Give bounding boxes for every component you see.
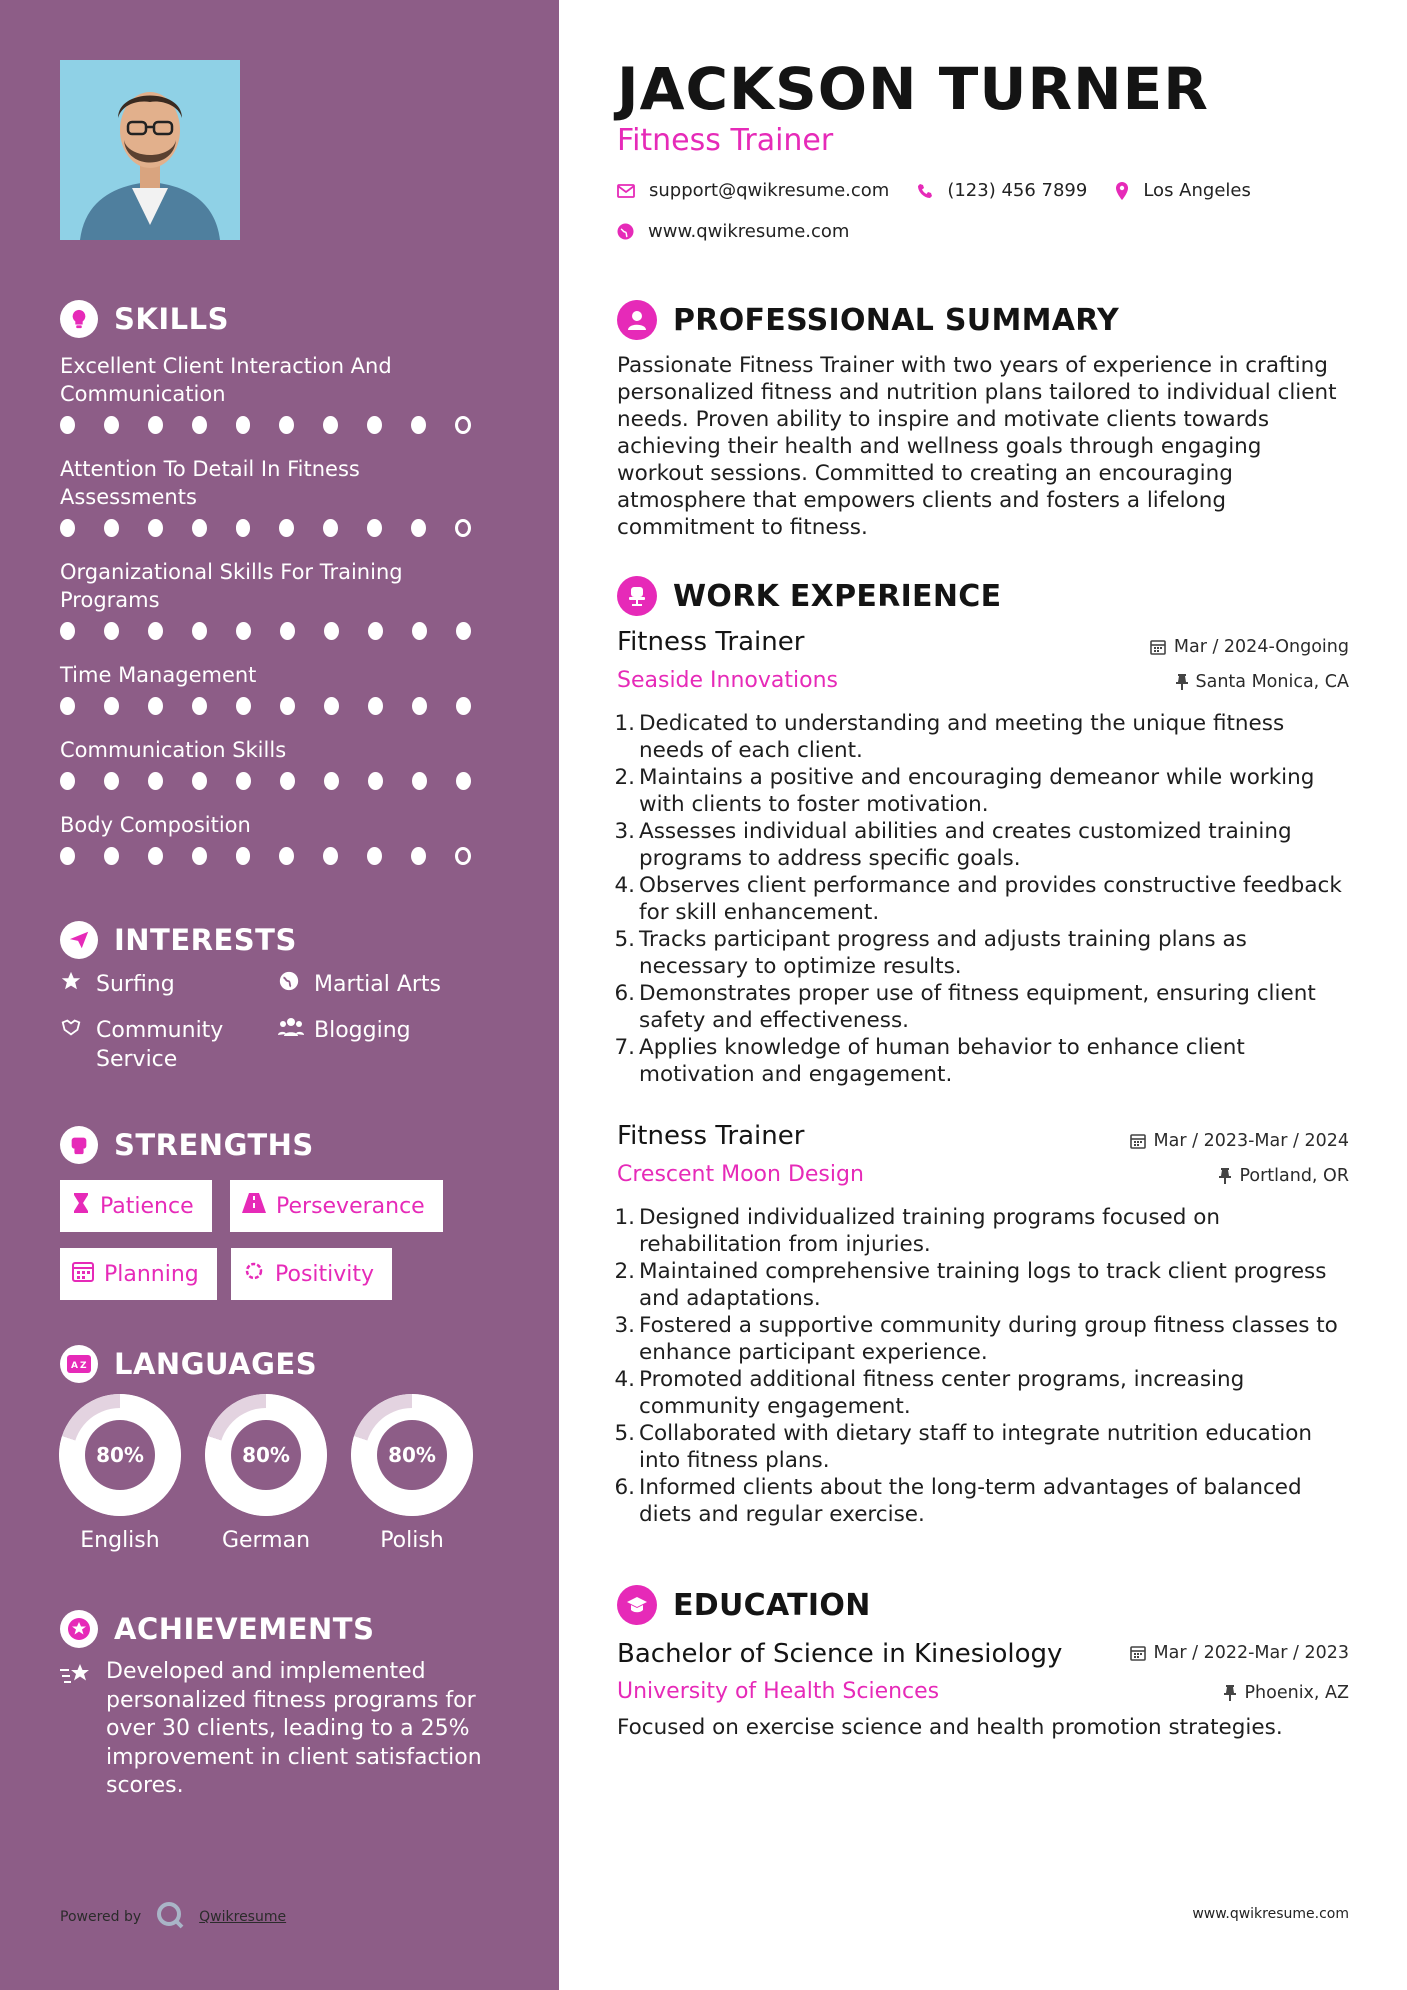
rating-dot-filled [104,622,119,640]
qwikresume-logo-icon [155,1900,185,1934]
languages-title: LANGUAGES [114,1347,318,1381]
strength-badge [230,1180,443,1232]
language-item [351,1394,473,1553]
chair-icon [617,576,657,616]
summary-text: Passionate Fitness Trainer with two years of experience in crafting personalized fitness and nutrition plans tailored to individual client needs. Proven ability to inspire and motivate clients towards achieving their health and wellness goals through engaging workout sessions. Committed to creating an encouraging atmosphere that empowers clients and fosters a lifelong commitment to fitness. [617,353,1337,540]
rating-dot-filled [367,416,382,434]
rating-dot-filled [368,697,383,715]
language-item [59,1394,181,1553]
skill-name: Time Management [60,663,257,687]
rating-dot-filled [148,416,163,434]
rating-dot-filled [236,622,251,640]
interest-item [278,970,441,1000]
achievement-item [60,1658,500,1801]
education-location-text: Phoenix, AZ [1244,1683,1349,1703]
list-item: 5. Collaborated with dietary staff to integrate nutrition education into fitness plans. [614,1421,1313,1473]
skills-title: SKILLS [114,302,229,336]
rating-dot-filled [279,519,294,537]
rating-dot-filled [411,519,426,537]
list-item: 1. Dedicated to understanding and meeting the unique fitness needs of each client. [614,711,1285,763]
rating-dot-filled [367,519,382,537]
language-percent: 80% [377,1420,447,1490]
job-company: Seaside Innovations [617,668,838,693]
rating-dot-filled [104,519,119,537]
rating-dot-filled [104,416,119,434]
skill-rating [60,416,500,434]
strength-label: Patience [100,1193,194,1219]
footer-url[interactable]: www.qwikresume.com [1192,1906,1349,1922]
candidate-title: Fitness Trainer [617,123,834,158]
rating-dot-filled [324,772,339,790]
rating-dot-filled [280,622,295,640]
star-icon [60,970,90,1000]
list-item: 2. Maintains a positive and encouraging demeanor while working with clients to foster motivation. [614,765,1315,817]
strengths-title: STRENGTHS [114,1128,314,1162]
road-icon [242,1193,266,1219]
language-percent: 80% [231,1420,301,1490]
skill-name: Attention To Detail In Fitness Assessments [60,457,360,509]
summary-title: PROFESSIONAL SUMMARY [673,302,1120,338]
skill-item [60,811,500,865]
skill-name: Excellent Client Interaction And Communication [60,354,392,406]
contact-website[interactable]: www.qwikresume.com [648,221,850,242]
star-badge-icon [60,1610,98,1648]
education-description: Focused on exercise science and health promotion strategies. [617,1715,1283,1740]
job-title: Fitness Trainer [617,1121,805,1151]
rating-dot-filled [60,697,75,715]
contact-email[interactable]: support@qwikresume.com [649,180,890,201]
interest-label: Martial Arts [314,972,442,997]
rating-dot-filled [368,772,383,790]
envelope-icon [617,184,635,198]
rating-dot-filled [412,697,427,715]
job-dates [1150,637,1349,657]
rating-dot-filled [279,847,294,865]
list-item: 6. Informed clients about the long-term advantages of balanced diets and regular exercise. [614,1475,1302,1527]
rating-dot-filled [148,622,163,640]
interests-title: INTERESTS [114,923,297,957]
map-pin-icon [1115,182,1129,200]
rating-dot-filled [148,772,163,790]
list-item: 2. Maintained comprehensive training logs to track client progress and adaptations. [614,1259,1327,1311]
interest-item [60,1016,250,1074]
handshake-icon [60,1016,90,1046]
education-heading [617,1585,871,1625]
rating-dot-filled [411,847,426,865]
job-dates-text: Mar / 2024-Ongoing [1173,637,1349,657]
rating-dot-filled [236,519,251,537]
job-bullets [610,1204,1355,1528]
job-dates-text: Mar / 2023-Mar / 2024 [1153,1131,1349,1151]
rating-dot-filled [456,622,471,640]
interest-item [278,1016,411,1046]
sidebar [0,0,559,1990]
skill-rating [60,847,500,865]
rating-dot-filled [279,416,294,434]
skill-item [60,558,500,640]
rating-dot-filled [192,416,207,434]
list-item: 6. Demonstrates proper use of fitness equipment, ensuring client safety and effectiveness. [614,981,1316,1033]
experience-heading [617,576,1001,616]
rating-dot-empty [455,519,471,537]
interest-label: Blogging [314,1018,411,1043]
experience-title: WORK EXPERIENCE [673,578,1002,614]
education-location [1224,1683,1349,1703]
language-name: English [80,1528,160,1553]
pushpin-icon [1224,1685,1236,1701]
globe-icon [278,970,308,1000]
job-location [1176,672,1350,692]
rating-dot-filled [104,697,119,715]
rating-dot-filled [280,772,295,790]
skill-item [60,736,500,790]
skill-name: Communication Skills [60,738,287,762]
rating-dot-filled [148,847,163,865]
skill-rating [60,622,500,640]
skill-item [60,352,500,434]
sun-icon [243,1260,265,1288]
graduate-icon [617,1585,657,1625]
phone-icon [917,183,933,199]
rating-dot-filled [192,772,207,790]
shooting-star-icon [60,1662,94,1801]
language-progress-ring [205,1394,327,1516]
rating-dot-filled [323,519,338,537]
job-company: Crescent Moon Design [617,1162,864,1187]
degree-title: Bachelor of Science in Kinesiology [617,1639,1063,1669]
rating-dot-filled [148,697,163,715]
achievements-heading [60,1610,374,1648]
svg-text:A: A [71,1361,78,1371]
list-item: 3. Fostered a supportive community during group fitness classes to enhance participant experience. [614,1313,1338,1365]
powered-by-label: Powered by [60,1909,142,1925]
calendar-icon [1130,1133,1146,1149]
pushpin-icon [1219,1168,1231,1184]
rating-dot-filled [368,622,383,640]
achievements-title: ACHIEVEMENTS [114,1612,375,1646]
svg-text:Z: Z [80,1361,87,1371]
interest-label: Community Service [96,1018,224,1072]
job-location-text: Portland, OR [1239,1166,1349,1186]
rating-dot-filled [60,416,75,434]
contact-phone[interactable]: (123) 456 7899 [947,180,1088,201]
strength-label: Planning [104,1261,199,1287]
rating-dot-filled [367,847,382,865]
strength-label: Perseverance [276,1193,425,1219]
strengths-heading [60,1126,314,1164]
rating-dot-filled [60,772,75,790]
rating-dot-filled [236,416,251,434]
skills-heading [60,300,229,338]
users-icon [278,1016,308,1046]
rating-dot-filled [192,622,207,640]
rating-dot-filled [60,519,75,537]
paper-plane-icon [60,921,98,959]
language-name: German [221,1528,311,1553]
achievement-text: Developed and implemented personalized fitness programs for over 30 clients, leading to a 25% improvement in client satisfaction scores. [106,1659,482,1798]
strength-badge [60,1248,217,1300]
job-location [1219,1166,1349,1186]
list-item: 4. Promoted additional fitness center programs, increasing community engagement. [614,1367,1245,1419]
rating-dot-filled [192,847,207,865]
job-location-text: Santa Monica, CA [1195,672,1349,692]
summary-heading [617,300,1119,340]
rating-dot-filled [412,772,427,790]
calendar-icon [1150,639,1166,655]
qwikresume-link[interactable]: Qwikresume [199,1909,287,1925]
rating-dot-filled [236,697,251,715]
list-item: 5. Tracks participant progress and adjusts training plans as necessary to optimize results. [614,927,1247,979]
strength-badge [60,1180,212,1232]
rating-dot-filled [104,772,119,790]
website-row [617,221,849,242]
rating-dot-filled [60,847,75,865]
education-dates [1130,1643,1349,1663]
pushpin-icon [1176,674,1188,690]
rating-dot-empty [455,847,471,865]
lightbulb-icon [60,300,98,338]
rating-dot-filled [236,847,251,865]
rating-dot-filled [236,772,251,790]
list-item: 4. Observes client performance and provides constructive feedback for skill enhancement. [614,873,1342,925]
translate-icon [60,1345,98,1383]
rating-dot-filled [192,697,207,715]
job-dates [1130,1131,1349,1151]
strength-badge [231,1248,392,1300]
rating-dot-filled [456,772,471,790]
list-item: 3. Assesses individual abilities and creates customized training programs to address specific goals. [614,819,1292,871]
skill-item [60,455,500,537]
strength-label: Positivity [275,1261,375,1287]
skill-name: Organizational Skills For Training Programs [60,560,403,612]
rating-dot-filled [192,519,207,537]
rating-dot-filled [148,519,163,537]
user-icon [617,300,657,340]
hourglass-icon [72,1192,90,1220]
rating-dot-filled [412,622,427,640]
contact-location: Los Angeles [1143,180,1251,201]
interest-label: Surfing [96,972,175,997]
language-percent: 80% [85,1420,155,1490]
rating-dot-filled [104,847,119,865]
school-name: University of Health Sciences [617,1679,940,1704]
education-title: EDUCATION [673,1587,871,1623]
job-title: Fitness Trainer [617,627,805,657]
skill-rating [60,519,500,537]
job-bullets [610,710,1355,1088]
rating-dot-empty [455,416,471,434]
calendar-icon [72,1260,94,1288]
language-progress-ring [59,1394,181,1516]
interest-item [60,970,175,1000]
rating-dot-filled [323,847,338,865]
skill-item [60,661,500,715]
skill-rating [60,772,500,790]
skill-rating [60,697,500,715]
contact-row [617,180,1251,201]
language-item [205,1394,327,1553]
powered-by [60,1900,286,1934]
language-name: Polish [380,1528,444,1553]
skill-name: Body Composition [60,813,251,837]
rating-dot-filled [324,697,339,715]
list-item: 1. Designed individualized training programs focused on rehabilitation from injuries. [614,1205,1221,1257]
rating-dot-filled [280,697,295,715]
education-dates-text: Mar / 2022-Mar / 2023 [1153,1643,1349,1663]
rating-dot-filled [411,416,426,434]
rating-dot-filled [323,416,338,434]
globe-icon [617,223,634,240]
person-portrait-image [60,60,240,240]
languages-heading [60,1345,317,1383]
candidate-name: JACKSON TURNER [617,55,1209,123]
list-item: 7. Applies knowledge of human behavior to enhance client motivation and engagement. [614,1035,1245,1087]
rating-dot-filled [456,697,471,715]
rating-dot-filled [324,622,339,640]
language-progress-ring [351,1394,473,1516]
fist-icon [60,1126,98,1164]
interests-heading [60,921,297,959]
rating-dot-filled [60,622,75,640]
calendar-icon [1130,1645,1146,1661]
profile-photo [60,60,240,240]
